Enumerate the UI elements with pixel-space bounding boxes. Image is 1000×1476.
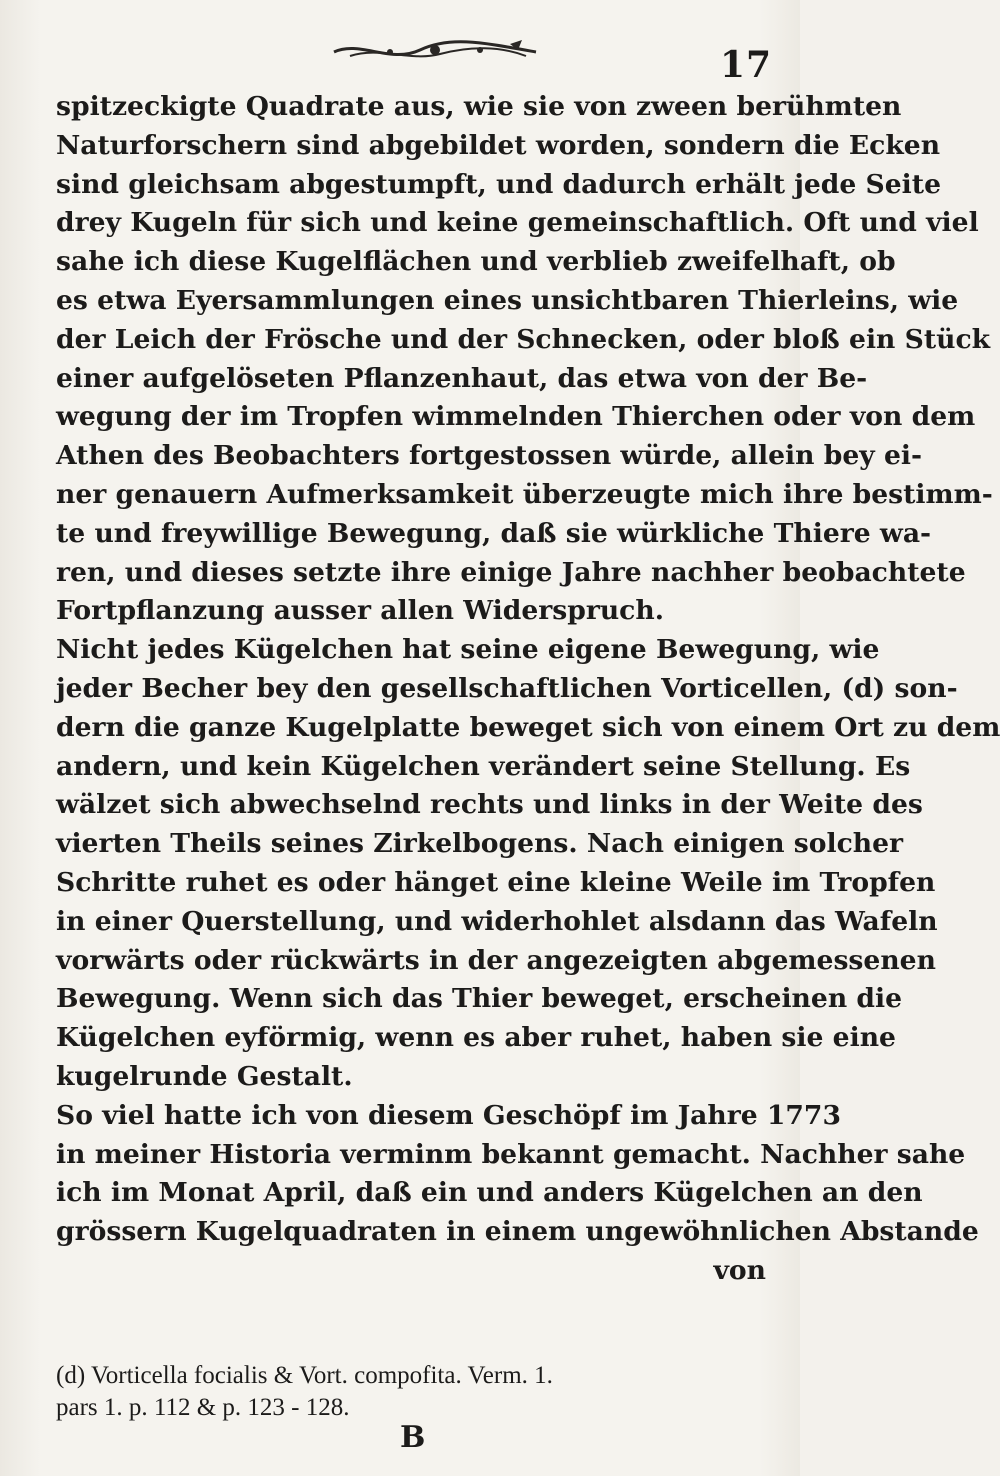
headpiece-ornament [330,38,540,66]
text-line: andern, und kein Kügelchen verändert seine Stellung. Es [56,750,911,782]
text-line: kugelrunde Gestalt. [56,1060,353,1092]
text-line: Kügelchen eyförmig, wenn es aber ruhet, haben sie eine [56,1022,896,1054]
text-line: vorwärts oder rückwärts in der angezeigten abgemessenen [56,944,936,976]
text-line: te und freywillige Bewegung, daß sie würkliche Thiere wa- [56,517,932,549]
text-line: So viel hatte ich von diesem Geschöpf im Jahre 1773 [56,1099,841,1131]
text-line: vierten Theils seines Zirkelbogens. Nach einigen solcher [56,828,904,860]
text-line: drey Kugeln für sich und keine gemeinschaftlich. Oft und viel [56,207,979,239]
text-line: wegung der im Tropfen wimmelnden Thierchen oder von dem [56,401,976,433]
text-line: Fortpflanzung ausser allen Widerspruch. [56,595,664,627]
text-line: Nicht jedes Kügelchen hat seine eigene Bewegung, wie [56,634,880,666]
text-line: ner genauern Aufmerksamkeit überzeugte mich ihre bestimm- [56,478,993,510]
text-line: Athen des Beobachters fortgestossen würde, allein bey ei- [56,440,923,472]
text-line: dern die ganze Kugelplatte beweget sich von einem Ort zu dem [56,711,1000,743]
signature-mark: B [400,1420,426,1455]
text-line: ich im Monat April, daß ein und anders Kügelchen an den [56,1177,923,1209]
page-number: 17 [720,44,773,86]
main-text [56,88,1000,1291]
text-line: jeder Becher bey den gesellschaftlichen Vorticellen, (d) son- [56,672,958,704]
text-line: sind gleichsam abgestumpft, und dadurch erhält jede Seite [56,168,941,200]
text-line: Schritte ruhet es oder hänget eine kleine Weile im Tropfen [56,866,936,898]
text-line: in einer Querstellung, und widerhohlet alsdann das Wafeln [56,905,938,937]
text-line: ren, und dieses setzte ihre einige Jahre nachher beobachtete [56,556,966,588]
text-line: wälzet sich abwechselnd rechts und links in der Weite des [56,789,923,821]
text-line: von [713,1254,766,1286]
footnote-line: pars 1. p. 112 & p. 123 - 128. [56,1394,350,1421]
text-line: der Leich der Frösche und der Schnecken, oder bloß ein Stück [56,323,991,355]
text-line: Naturforschern sind abgebildet worden, sondern die Ecken [56,129,941,161]
text-line: spitzeckigte Quadrate aus, wie sie von zween berühmten [56,91,902,122]
text-line: es etwa Eyersammlungen eines unsichtbaren Thierleins, wie [56,284,959,316]
text-line: einer aufgelöseten Pflanzenhaut, das etwa von der Be- [56,362,868,394]
footnote [56,1360,766,1424]
footnote-line: (d) Vorticella focialis & Vort. compofita. Verm. 1. [56,1362,553,1389]
text-line: Bewegung. Wenn sich das Thier beweget, erscheinen die [56,983,903,1015]
text-line: sahe ich diese Kugelflächen und verblieb zweifelhaft, ob [56,246,896,278]
text-line: in meiner Historia verminm bekannt gemacht. Nachher sahe [56,1138,966,1170]
text-line: grössern Kugelquadraten in einem ungewöhnlichen Abstande [56,1216,979,1248]
